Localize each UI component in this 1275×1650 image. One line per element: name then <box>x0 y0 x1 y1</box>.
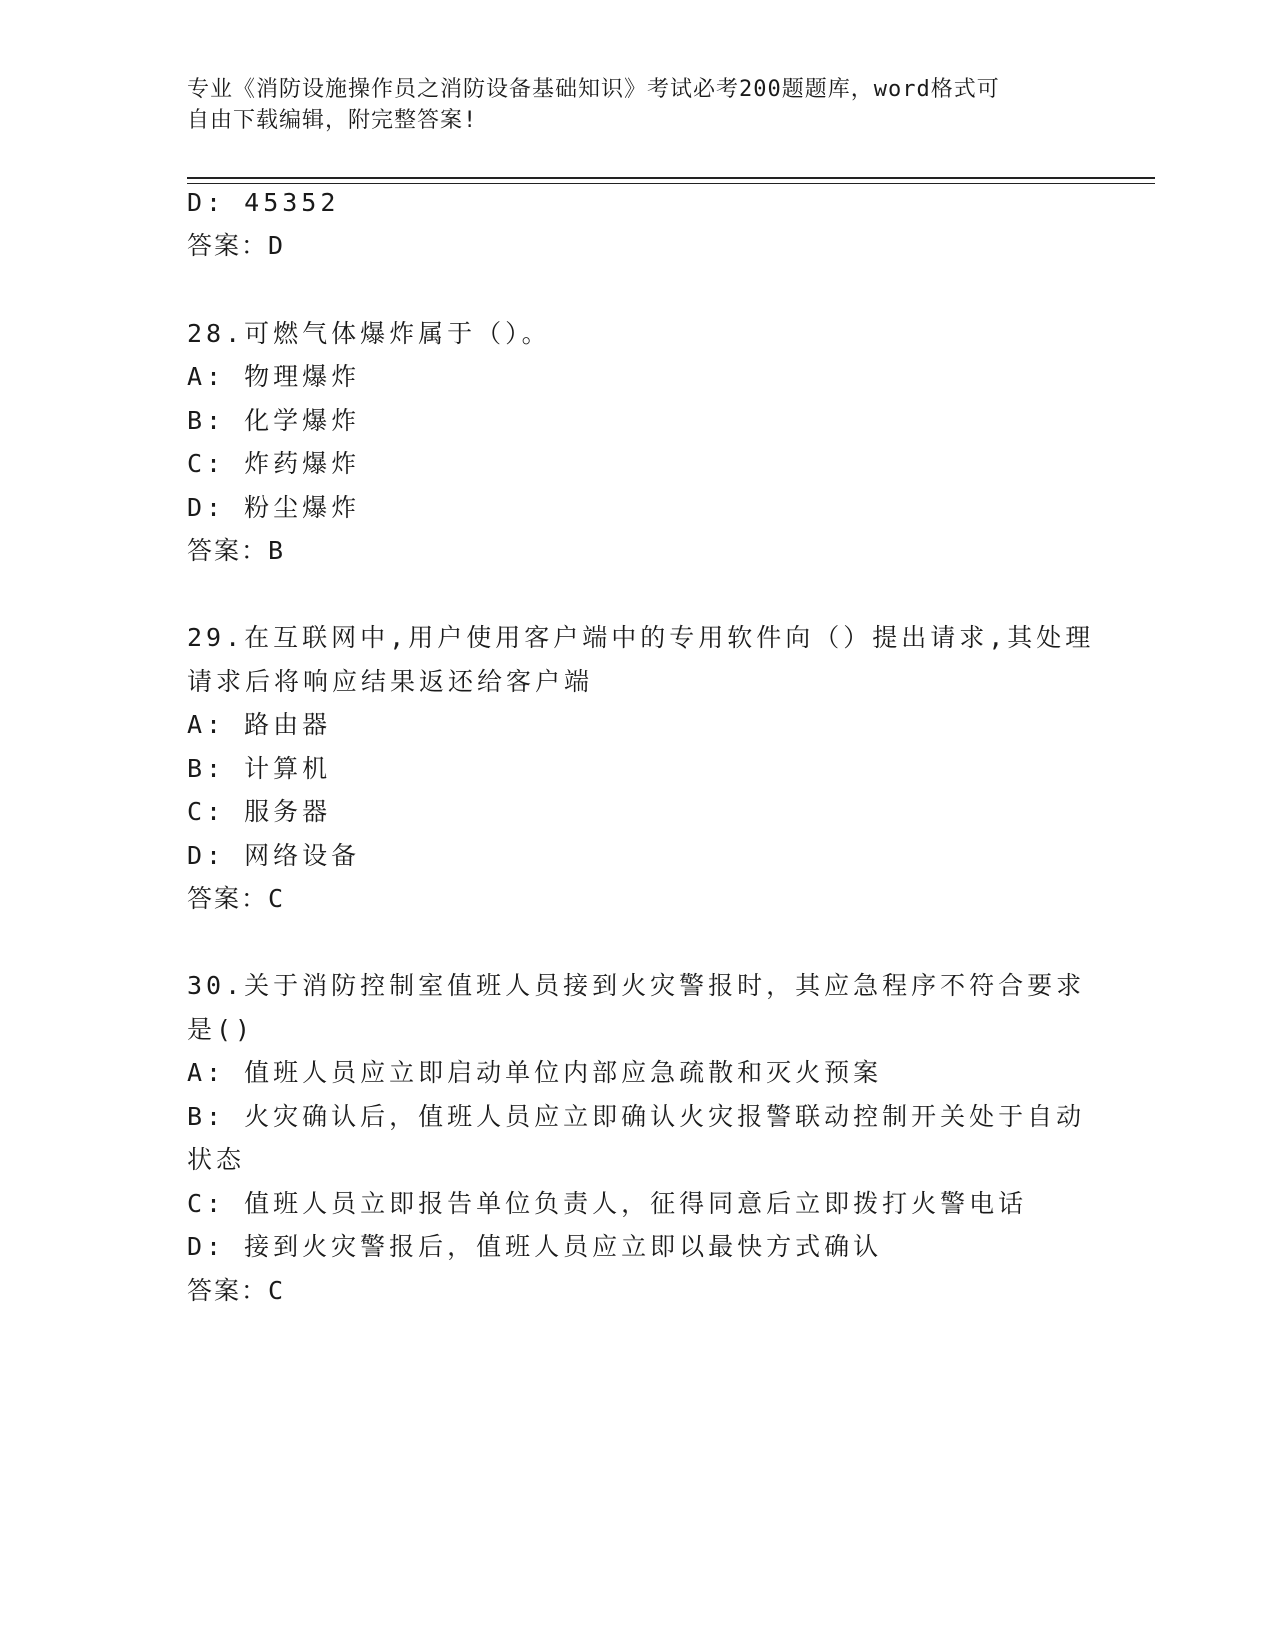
prev-option-d: D: 45352 <box>187 188 340 217</box>
document-page <box>187 0 1155 1650</box>
q30-answer: 答案：C <box>187 1276 286 1305</box>
q30-option-d: D: 接到火灾警报后，值班人员应立即以最快方式确认 <box>187 1232 883 1261</box>
q30-option-a: A: 值班人员应立即启动单位内部应急疏散和灭火预案 <box>187 1058 883 1087</box>
q28-stem: 28.可燃气体爆炸属于（）。 <box>187 319 551 348</box>
q28-option-b: B: 化学爆炸 <box>187 406 361 435</box>
q29-stem-line-1: 29.在互联网中,用户使用客户端中的专用软件向（）提出请求,其处理 <box>187 623 1095 652</box>
q30-option-b-line-1: B: 火灾确认后，值班人员应立即确认火灾报警联动控制开关处于自动 <box>187 1102 1086 1131</box>
q28-answer: 答案：B <box>187 536 286 565</box>
q29-option-b: B: 计算机 <box>187 754 332 783</box>
q29-option-c: C: 服务器 <box>187 797 332 826</box>
q29-option-d: D: 网络设备 <box>187 841 361 870</box>
q29-stem-line-2: 请求后将响应结果返还给客户端 <box>187 667 594 696</box>
header-divider-thick <box>187 177 1155 179</box>
header-line-2: 自由下载编辑，附完整答案! <box>187 108 478 133</box>
q28-option-c: C: 炸药爆炸 <box>187 449 361 478</box>
q29-answer: 答案：C <box>187 884 286 913</box>
document-header <box>187 74 1047 136</box>
header-line-1: 专业《消防设施操作员之消防设备基础知识》考试必考200题题库，word格式可 <box>187 77 1000 102</box>
q30-stem-line-2: 是() <box>187 1015 255 1044</box>
q30-option-b-line-2: 状态 <box>187 1145 246 1174</box>
q30-option-c: C: 值班人员立即报告单位负责人，征得同意后立即拨打火警电话 <box>187 1189 1028 1218</box>
q28-option-d: D: 粉尘爆炸 <box>187 493 361 522</box>
q30-stem-line-1: 30.关于消防控制室值班人员接到火灾警报时，其应急程序不符合要求 <box>187 971 1086 1000</box>
prev-answer: 答案：D <box>187 231 286 260</box>
q29-option-a: A: 路由器 <box>187 710 332 739</box>
q28-option-a: A: 物理爆炸 <box>187 362 361 391</box>
